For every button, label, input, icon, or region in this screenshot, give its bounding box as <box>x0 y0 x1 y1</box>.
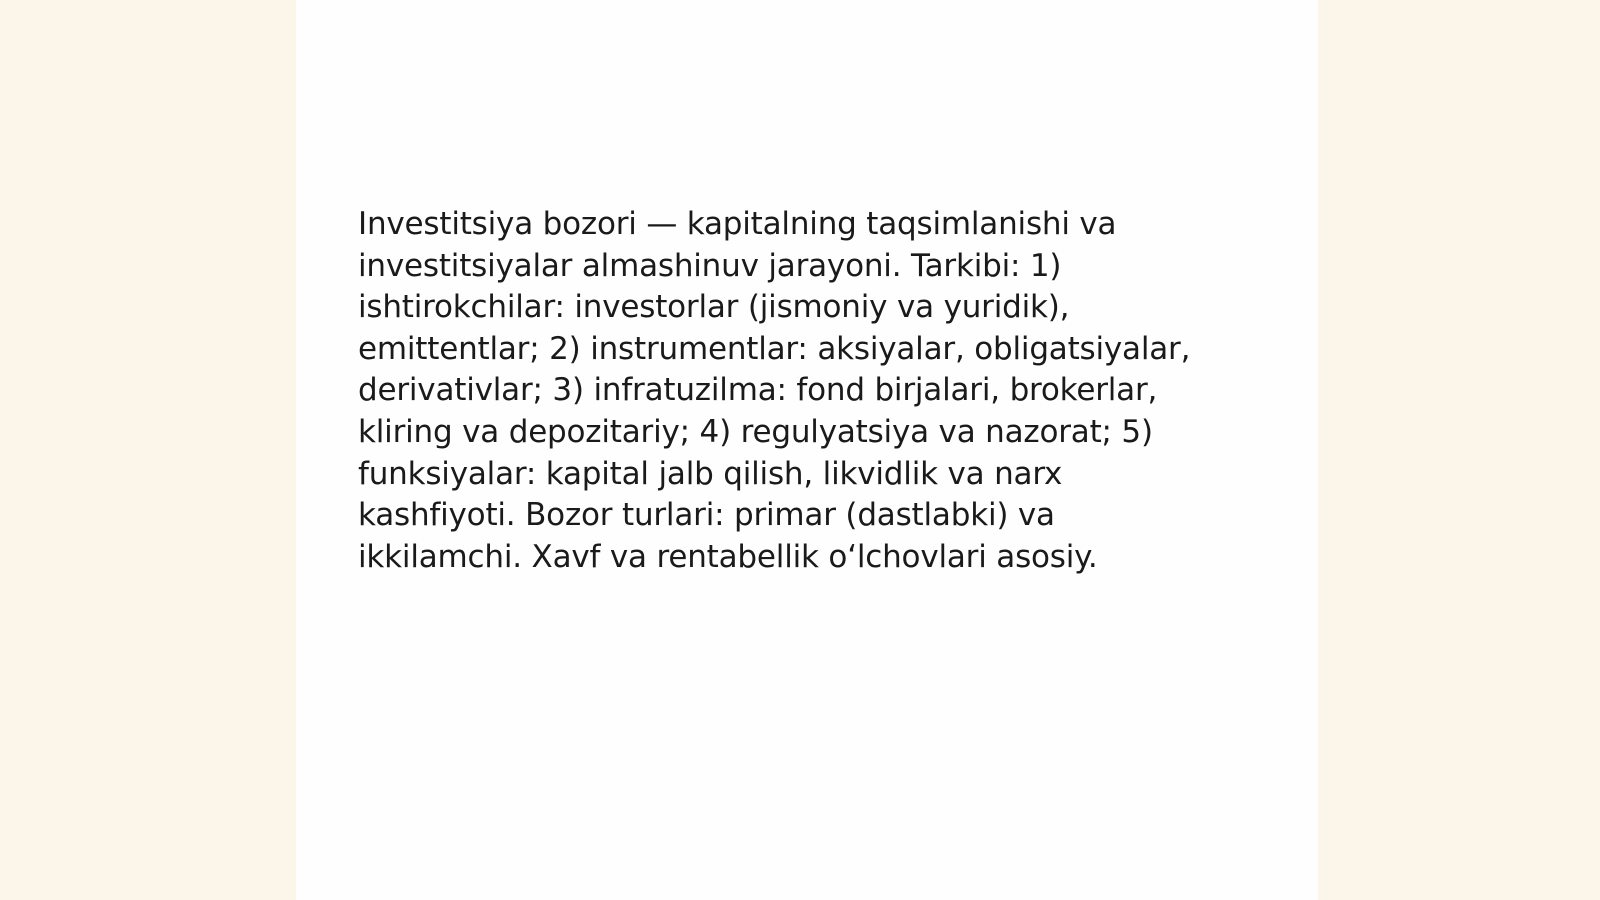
text-line-5: derivativlar; 3) infratuzilma: fond birjalari, brokerlar, <box>358 372 1158 409</box>
text-line-6: kliring va depozitariy; 4) regulyatsiya va nazorat; 5) <box>358 413 1153 450</box>
text-line-2: investitsiyalar almashinuv jarayoni. Tarkibi: 1) <box>358 247 1062 284</box>
text-line-4: emittentlar; 2) instrumentlar: aksiyalar, obligatsiyalar, <box>358 330 1191 367</box>
text-line-1: Investitsiya bozori — kapitalning taqsimlanishi va <box>358 206 1117 242</box>
slide-canvas <box>296 0 1318 900</box>
text-line-9: ikkilamchi. Xavf va rentabellik oʻlchovlari asosiy. <box>358 538 1098 575</box>
slide-body-text <box>358 204 1238 578</box>
text-line-3: ishtirokchilar: investorlar (jismoniy va yuridik), <box>358 289 1070 326</box>
text-line-7: funksiyalar: kapital jalb qilish, likvidlik va narx <box>358 455 1063 492</box>
text-line-8: kashfiyoti. Bozor turlari: primar (dastlabki) va <box>358 497 1055 534</box>
